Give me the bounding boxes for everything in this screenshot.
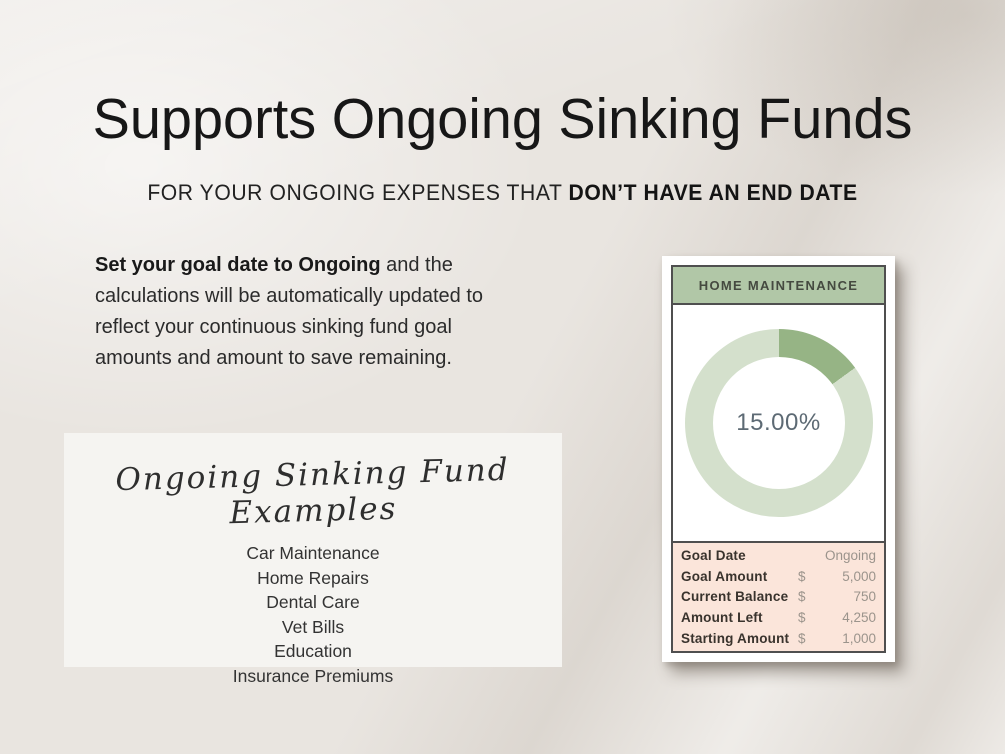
- row-label: Starting Amount: [681, 631, 790, 647]
- row-currency: $: [798, 568, 806, 584]
- page-title: Supports Ongoing Sinking Funds: [92, 87, 913, 151]
- description-bold: Set your goal date to Ongoing: [95, 254, 381, 276]
- card-header: HOME MAINTENANCE: [673, 267, 884, 305]
- examples-box: [64, 433, 562, 686]
- list-item: Education: [274, 641, 352, 662]
- examples-list: [64, 541, 562, 689]
- list-item: Insurance Premiums: [232, 665, 394, 686]
- row-currency: $: [798, 610, 806, 626]
- subtitle-bold: DON’T HAVE AN END DATE: [568, 180, 858, 205]
- list-item: Home Repairs: [257, 567, 369, 588]
- table-row: [673, 628, 884, 649]
- subtitle: [20, 180, 985, 206]
- row-value: Ongoing: [824, 547, 876, 563]
- examples-heading: Ongoing Sinking Fund Examples: [115, 451, 511, 532]
- subtitle-regular: FOR YOUR ONGOING EXPENSES THAT: [147, 180, 569, 205]
- donut-hole: [713, 357, 845, 489]
- row-currency: $: [798, 631, 806, 647]
- list-item: Vet Bills: [281, 616, 345, 637]
- table-row: [673, 566, 884, 587]
- row-label: Goal Date: [681, 547, 746, 563]
- donut-chart: [673, 305, 884, 541]
- row-value: 750: [853, 589, 876, 605]
- list-item: Car Maintenance: [246, 543, 380, 563]
- row-value: 4,250: [842, 610, 876, 626]
- description-rest: and the calculations will be automatically updated to reflect your continuous sinking fund goal amounts and amount to save remaining.: [95, 254, 483, 369]
- row-label: Amount Left: [681, 610, 763, 626]
- sinking-fund-card: [662, 256, 895, 662]
- table-row: [673, 587, 884, 608]
- table-row: [673, 607, 884, 628]
- list-item: Dental Care: [266, 592, 360, 613]
- card-table: [673, 541, 884, 651]
- row-label: Goal Amount: [681, 568, 768, 584]
- description-paragraph: [95, 250, 527, 374]
- table-row: [673, 545, 884, 566]
- row-currency: $: [798, 589, 806, 605]
- donut-ring: [685, 329, 873, 517]
- row-value: 1,000: [842, 631, 876, 647]
- donut-center-label: 15.00%: [736, 409, 821, 436]
- row-label: Current Balance: [681, 589, 789, 605]
- card-frame: [671, 265, 886, 653]
- row-value: 5,000: [842, 568, 876, 584]
